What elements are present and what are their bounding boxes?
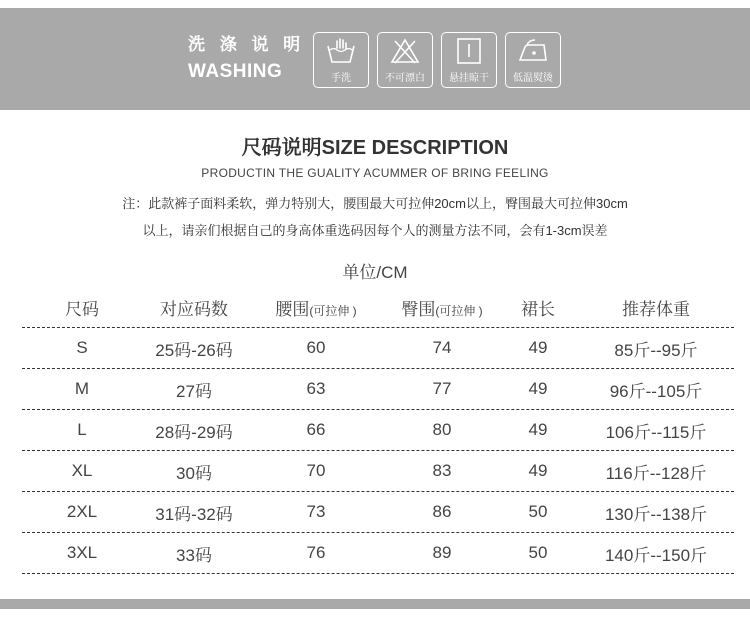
table-header-row [22,288,734,328]
table-row [22,328,734,369]
table-row [22,533,734,574]
cell-size: M [74,379,90,398]
no-bleach-icon [389,37,421,65]
size-heading: 尺码说明SIZE DESCRIPTION [241,137,509,159]
care-label: 不可漂白 [385,73,425,84]
hang-dry-icon [453,37,485,65]
cell-hip: 89 [432,543,452,562]
cell-length: 49 [528,379,548,398]
care-icons [313,32,561,88]
care-hang-dry [441,32,497,88]
cell-waist: 60 [306,338,326,357]
cell-hip: 74 [432,338,452,357]
cell-weight: 85斤--95斤 [614,340,698,360]
cell-length: 50 [528,543,548,562]
cell-waist: 66 [306,420,326,439]
cell-size: 3XL [66,543,98,562]
header-waist [246,295,386,320]
header-size [22,295,142,320]
table-row [22,492,734,533]
care-hand-wash [313,32,369,88]
header-length [498,295,578,320]
cell-length: 49 [528,420,548,439]
cell-code: 27码 [176,381,212,401]
size-subheading: PRODUCTIN THE GUALITY ACUMMER OF BRING FEELING [201,166,549,180]
cell-waist: 70 [306,461,326,480]
header-main: 尺码 [65,300,99,319]
header-main: 腰围 [275,300,310,319]
cell-code: 25码-26码 [155,340,233,360]
bottom-divider [0,599,750,609]
cell-size: L [77,420,87,439]
header-main: 裙长 [521,300,555,319]
header-hip [386,295,498,320]
care-no-bleach [377,32,433,88]
table-row [22,369,734,410]
table-row [22,451,734,492]
cell-hip: 86 [432,502,452,521]
header-code [142,295,246,320]
cell-length: 50 [528,502,548,521]
size-table [22,288,734,574]
cell-size: 2XL [66,502,98,521]
header-main: 对应码数 [160,300,228,319]
cell-code: 33码 [176,545,212,565]
cell-hip: 77 [432,379,452,398]
cell-size: XL [71,461,93,480]
cell-hip: 83 [432,461,452,480]
cell-length: 49 [528,338,548,357]
cell-code: 30码 [176,463,212,483]
cell-length: 49 [528,461,548,480]
washing-title [188,30,305,83]
washing-title-cn: 洗 涤 说 明 [188,35,306,54]
header-weight [578,295,734,320]
cell-waist: 76 [306,543,326,562]
size-note-line2: 以上，请亲们根据自己的身高体重选码因每个人的测量方法不同，会有1-3cm误差 [142,223,608,238]
cell-weight: 140斤--150斤 [604,545,708,565]
low-iron-icon [517,37,549,65]
header-main: 推荐体重 [622,300,690,319]
cell-code: 31码-32码 [155,504,233,524]
table-row [22,410,734,451]
hand-wash-icon [325,37,357,65]
cell-waist: 73 [306,502,326,521]
care-label: 手洗 [331,73,351,84]
care-label: 低温熨烫 [513,73,553,84]
cell-weight: 106斤--115斤 [605,422,707,442]
header-sub: (可拉伸 ) [309,304,357,318]
cell-weight: 130斤--138斤 [604,504,708,524]
size-unit: 单位/CM [342,263,408,282]
cell-hip: 80 [432,420,452,439]
cell-weight: 96斤--105斤 [609,381,703,401]
size-note-line1: 注：此款裤子面料柔软，弹力特别大，腰围最大可拉伸20cm以上，臀围最大可拉伸30cm [122,196,628,211]
cell-code: 28码-29码 [155,422,233,442]
cell-size: S [76,338,88,357]
washing-title-en: WASHING [188,61,283,82]
header-main: 臀围 [401,300,436,319]
cell-weight: 116斤--128斤 [605,463,707,483]
cell-waist: 63 [306,379,326,398]
care-label: 悬挂晾干 [449,73,489,84]
header-sub: (可拉伸 ) [435,304,483,318]
care-low-iron [505,32,561,88]
